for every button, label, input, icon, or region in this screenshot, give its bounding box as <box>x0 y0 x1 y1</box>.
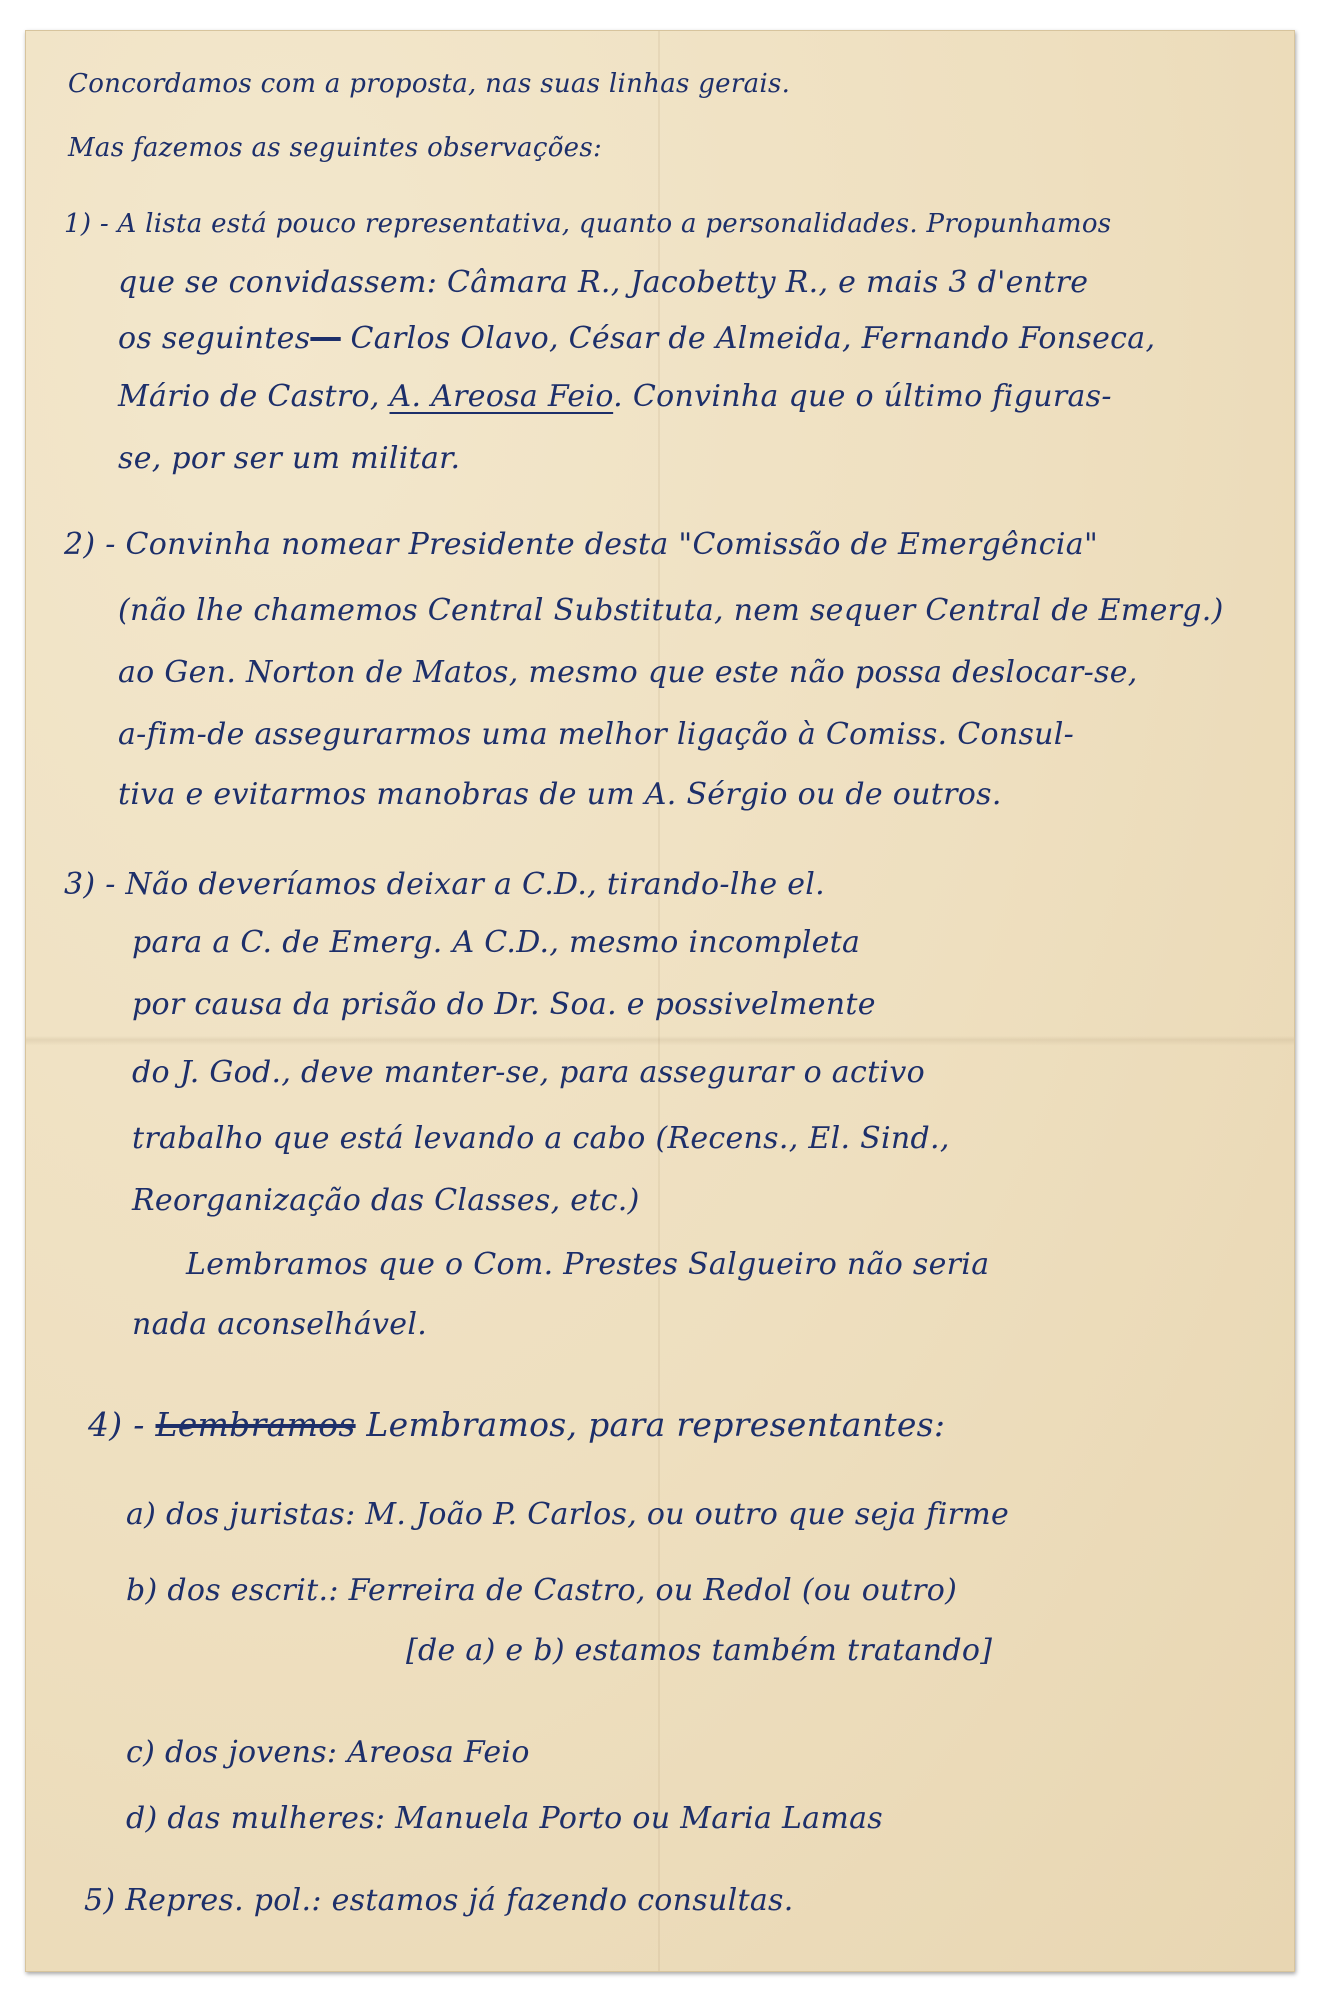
point3-line-5: trabalho que está levando a cabo (Recens., El. Sind., <box>132 1121 950 1156</box>
point2-line-2: (não lhe chamemos Central Substituta, nem sequer Central de Emerg.) <box>118 593 1224 628</box>
point3-line-3: por causa da prisão do Dr. Soa. e possivelmente <box>132 987 876 1022</box>
point3-line-1: 3) - Não deveríamos deixar a C.D., tirando-lhe el. <box>64 867 826 902</box>
point4-line-1 <box>88 1405 945 1444</box>
point3-line-8: nada aconselhável. <box>132 1307 428 1342</box>
point1-line-3 <box>118 321 1155 356</box>
point2-line-3: ao Gen. Norton de Matos, mesmo que este não possa deslocar-se, <box>118 655 1138 690</box>
point1-struck-text: — <box>310 321 341 356</box>
point4-item-a: a) dos juristas: M. João P. Carlos, ou outro que seja firme <box>126 1497 1010 1532</box>
point3-line-2: para a C. de Emerg. A C.D., mesmo incompleta <box>132 925 861 960</box>
point1-line-3b: Carlos Olavo, César de Almeida, Fernando Fonseca, <box>350 321 1156 356</box>
point4-number: 4) - <box>88 1405 145 1444</box>
point3-line-4: do J. God., deve manter-se, para assegurar o activo <box>132 1055 925 1090</box>
point1-line-4 <box>118 379 1112 414</box>
point2-line-1: 2) - Convinha nomear Presidente desta "Comissão de Emergência" <box>64 527 1099 562</box>
point4-item-b: b) dos escrit.: Ferreira de Castro, ou Redol (ou outro) <box>126 1573 958 1608</box>
point4-item-d: d) das mulheres: Manuela Porto ou Maria Lamas <box>126 1801 883 1836</box>
point2-line-4: a-fim-de assegurarmos uma melhor ligação à Comiss. Consul- <box>118 717 1075 752</box>
point1-line-2: que se convidassem: Câmara R., Jacobetty R., e mais 3 d'entre <box>118 265 1089 300</box>
letter-page <box>25 30 1295 1972</box>
point2-line-5: tiva e evitarmos manobras de um A. Sérgio ou de outros. <box>118 777 1002 812</box>
point4-struck-word: Lembramos <box>155 1405 356 1444</box>
point4-bracket-note: [de a) e b) estamos também tratando] <box>406 1633 993 1668</box>
point1-line-4b: . Convinha que o último figuras- <box>613 379 1112 414</box>
point3-line-6: Reorganização das Classes, etc.) <box>132 1183 640 1218</box>
point4-heading: Lembramos, para representantes: <box>366 1405 946 1444</box>
point5-line-1: 5) Repres. pol.: estamos já fazendo consultas. <box>84 1883 794 1918</box>
point4-item-c: c) dos jovens: Areosa Feio <box>126 1735 530 1770</box>
intro-line-2: Mas fazemos as seguintes observações: <box>68 133 603 163</box>
point1-line-5: se, por ser um militar. <box>118 441 461 476</box>
point3-line-7: Lembramos que o Com. Prestes Salgueiro não seria <box>186 1247 990 1282</box>
point1-line-3a: os seguintes <box>118 321 311 356</box>
point1-line-1: 1) - A lista está pouco representativa, quanto a personalidades. Propunhamos <box>64 209 1112 239</box>
intro-line-1: Concordamos com a proposta, nas suas linhas gerais. <box>68 69 791 99</box>
point1-line-4a: Mário de Castro, <box>118 379 380 414</box>
point1-underlined-name: A. Areosa Feio <box>389 379 614 414</box>
